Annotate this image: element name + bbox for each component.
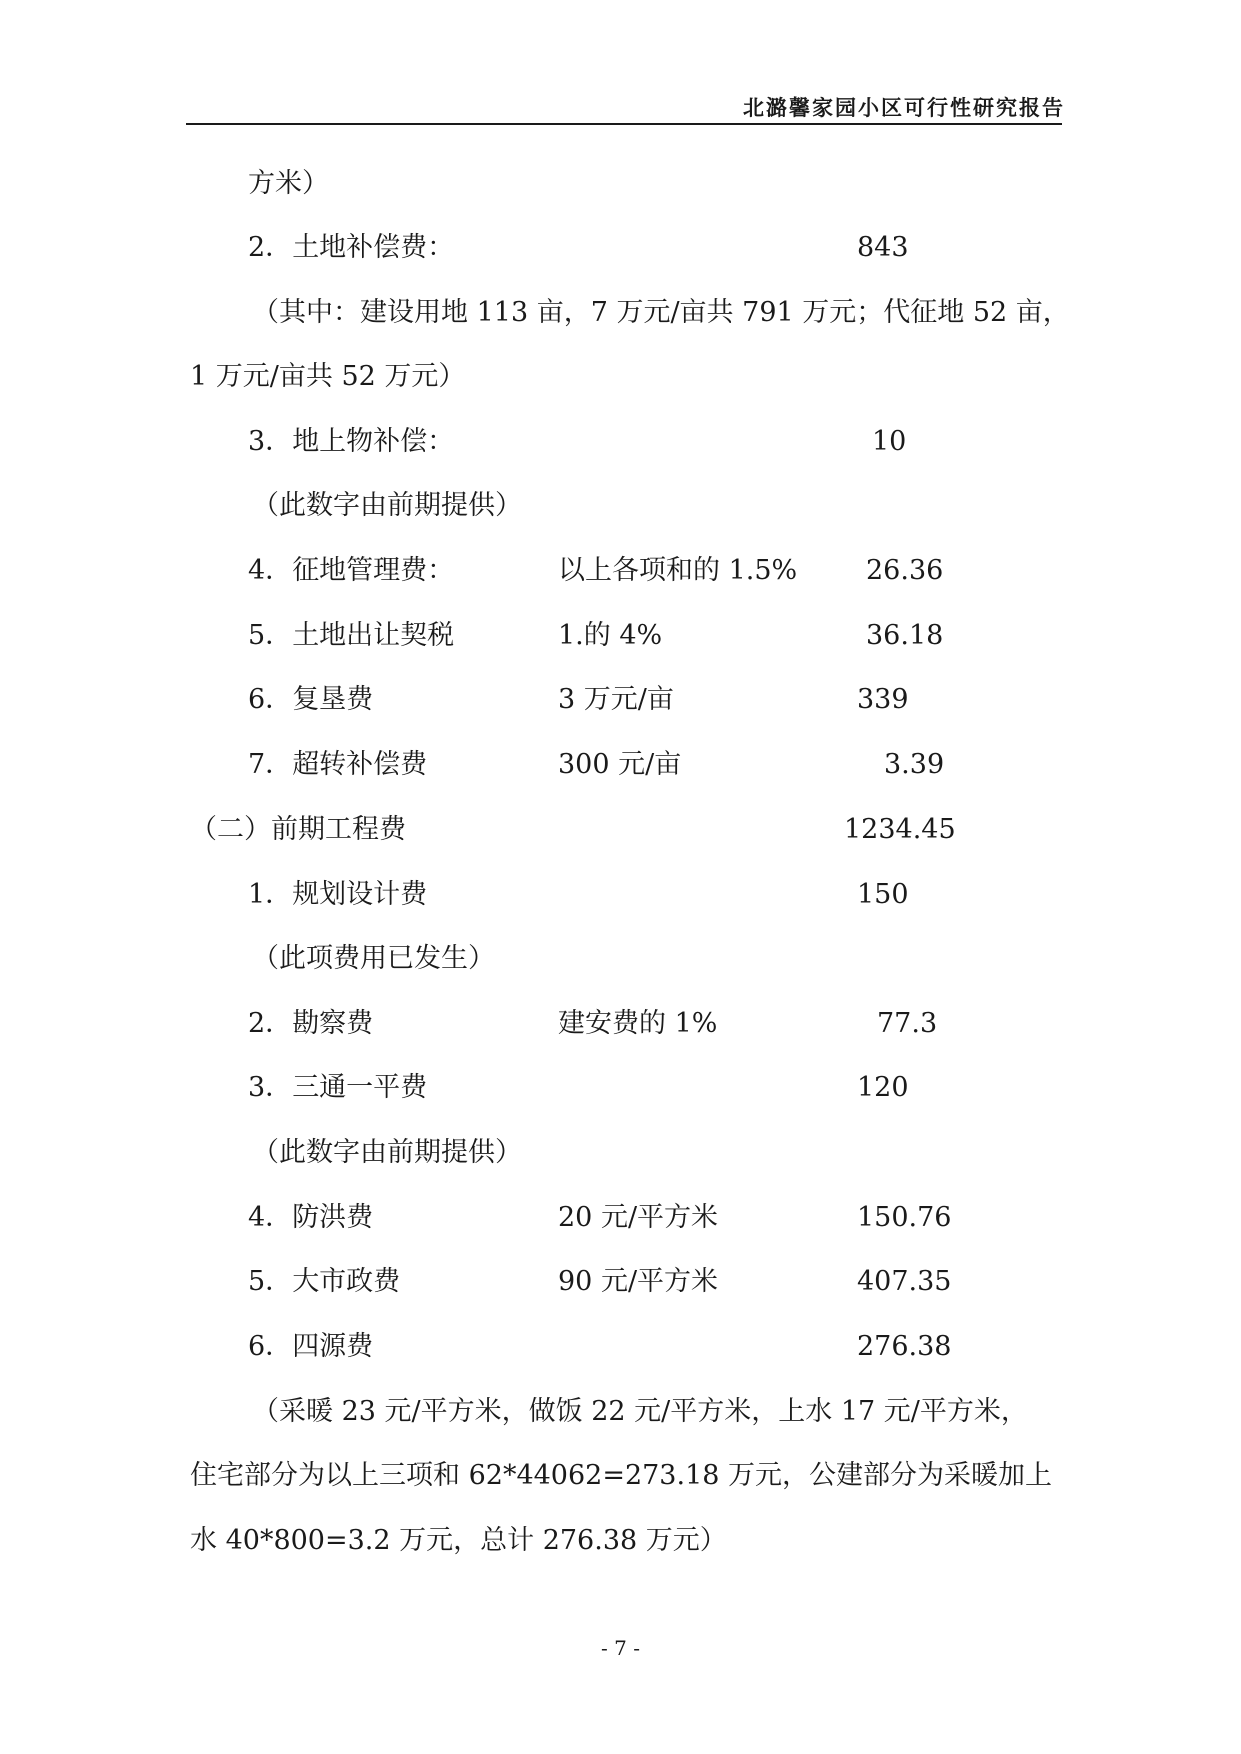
note-line: 住宅部分为以上三项和 62*44062=273.18 万元，公建部分为采暖加上: [190, 1460, 1053, 1491]
item-number: 6．: [248, 684, 293, 715]
item-flood-control-fee: [248, 1201, 373, 1235]
item-label: 四源费: [292, 1331, 374, 1362]
item-basis: 20 元/平方米: [558, 1202, 719, 1233]
item-municipal-fee: [248, 1265, 400, 1299]
item-number: 2．: [248, 1008, 293, 1039]
item-basis: 以上各项和的 1.5%: [558, 555, 798, 586]
item-value: 407.35: [857, 1266, 952, 1297]
item-site-leveling-fee: [248, 1071, 427, 1105]
item-value: 3.39: [884, 749, 945, 780]
item-value: 120: [857, 1072, 909, 1103]
item-transfer-compensation: [248, 748, 427, 782]
item-land-transfer-tax: [248, 619, 454, 653]
item-basis: 1.的 4%: [558, 620, 663, 651]
item-value: 843: [857, 232, 909, 263]
item-number: 3．: [248, 426, 293, 457]
document-title: 北潞馨家园小区可行性研究报告: [743, 96, 1065, 120]
item-value: 276.38: [857, 1331, 952, 1362]
item-basis: 建安费的 1%: [558, 1008, 718, 1039]
item-number: 4．: [248, 555, 293, 586]
item-number: 6．: [248, 1331, 293, 1362]
note-line: （采暖 23 元/平方米，做饭 22 元/平方米，上水 17 元/平方米，: [252, 1396, 1028, 1427]
item-label: 土地出让契税: [292, 620, 455, 651]
item-label: 勘察费: [292, 1008, 374, 1039]
item-label: 复垦费: [292, 684, 374, 715]
item-number: 4．: [248, 1202, 293, 1233]
item-label: 超转补偿费: [292, 749, 428, 780]
item-value: 10: [872, 426, 907, 457]
item-value: 36.18: [866, 620, 944, 651]
item-label: 地上物补偿：: [292, 426, 455, 457]
item-label: 土地补偿费：: [292, 232, 455, 263]
item-number: 1．: [248, 879, 293, 910]
section-value: 1234.45: [844, 814, 956, 845]
section-title: （二）前期工程费: [190, 814, 406, 845]
item-planning-design-fee: [248, 878, 427, 912]
item-number: 5．: [248, 1266, 293, 1297]
item-label: 大市政费: [292, 1266, 401, 1297]
item-basis: 3 万元/亩: [558, 684, 674, 715]
item-label: 规划设计费: [292, 879, 428, 910]
item-basis: 90 元/平方米: [558, 1266, 719, 1297]
item-survey-fee: [248, 1007, 373, 1041]
item-number: 3．: [248, 1072, 293, 1103]
item-value: 77.3: [877, 1008, 938, 1039]
item-four-sources-fee: [248, 1330, 373, 1364]
note-line: （此数字由前期提供）: [252, 1137, 522, 1168]
item-basis: 300 元/亩: [558, 749, 682, 780]
item-label: 三通一平费: [292, 1072, 428, 1103]
item-value: 150: [857, 879, 909, 910]
note-line: 水 40*800=3.2 万元，总计 276.38 万元）: [190, 1525, 727, 1556]
continuation-text: 方米）: [248, 168, 329, 199]
item-number: 5．: [248, 620, 293, 651]
header-divider: [186, 123, 1062, 125]
page-number: - 7 -: [601, 1636, 640, 1660]
note-line: 1 万元/亩共 52 万元）: [190, 361, 466, 392]
item-label: 征地管理费：: [292, 555, 455, 586]
item-land-management-fee: [248, 554, 454, 588]
item-reclamation-fee: [248, 683, 373, 717]
item-above-ground-compensation: [248, 425, 454, 459]
item-number: 7．: [248, 749, 293, 780]
item-value: 339: [857, 684, 909, 715]
item-number: 2．: [248, 232, 293, 263]
item-value: 150.76: [857, 1202, 952, 1233]
item-label: 防洪费: [292, 1202, 374, 1233]
note-line: （其中：建设用地 113 亩，7 万元/亩共 791 万元；代征地 52 亩，: [252, 297, 1070, 328]
item-value: 26.36: [866, 555, 944, 586]
note-line: （此项费用已发生）: [252, 943, 495, 974]
item-land-compensation: [248, 231, 454, 265]
note-line: （此数字由前期提供）: [252, 490, 522, 521]
